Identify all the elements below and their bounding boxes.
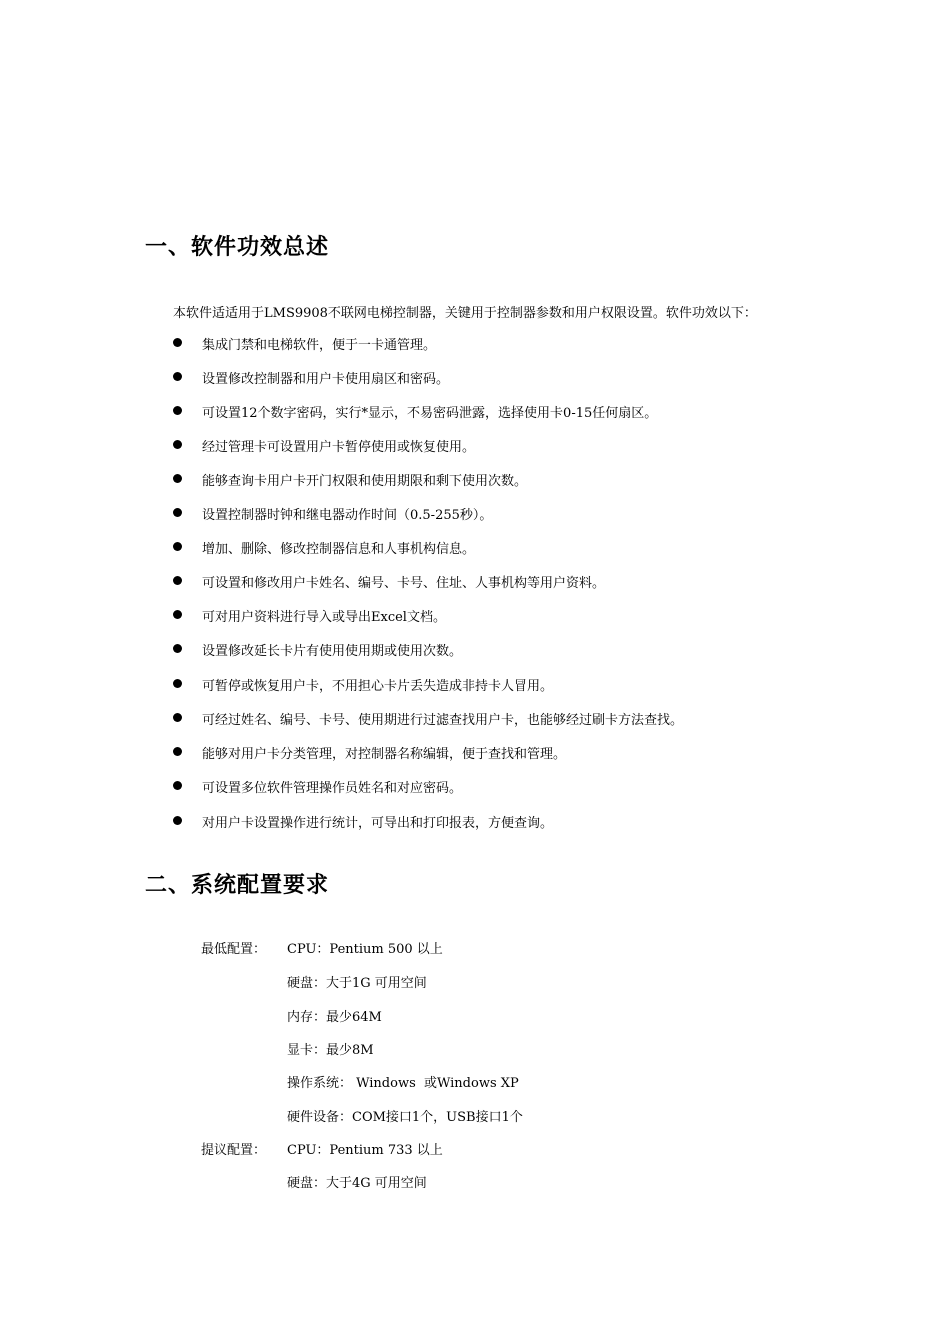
intro-paragraph: 本软件适适用于LMS9908不联网电梯控制器，关键用于控制器参数和用户权限设置。软件功效以下：	[173, 306, 757, 321]
list-item-text: 能够对用户卡分类管理，对控制器名称编辑，便于查找和管理。	[202, 747, 567, 762]
list-item-text: 能够查询卡用户卡开门权限和使用期限和剩下使用次数。	[202, 474, 528, 489]
bullet-icon	[173, 713, 182, 722]
list-item-text: 可经过姓名、编号、卡号、使用期进行过滤查找用户卡，也能够经过刷卡方法查找。	[202, 713, 684, 728]
bullet-icon	[173, 816, 182, 825]
config-item: 内存：最少64M	[287, 1010, 382, 1025]
config-item: 硬盘：大于4G 可用空间	[287, 1176, 427, 1191]
config-item: CPU：Pentium 733 以上	[287, 1143, 443, 1158]
bullet-icon	[173, 372, 182, 381]
list-item-text: 集成门禁和电梯软件，便于一卡通管理。	[202, 338, 437, 353]
bullet-icon	[173, 679, 182, 688]
config-item: 硬件设备：COM接口1个，USB接口1个	[287, 1110, 523, 1125]
bullet-icon	[173, 406, 182, 415]
section-1-title: 一、软件功效总述	[145, 235, 330, 260]
list-item-text: 设置修改控制器和用户卡使用扇区和密码。	[202, 372, 450, 387]
bullet-icon	[173, 338, 182, 347]
config-item: 显卡：最少8M	[287, 1043, 374, 1058]
list-item-text: 可设置12个数字密码，实行*显示，不易密码泄露，选择使用卡0-15任何扇区。	[202, 406, 658, 421]
list-item-text: 设置修改延长卡片有使用使用期或使用次数。	[202, 644, 463, 659]
bullet-icon	[173, 610, 182, 619]
bullet-icon	[173, 747, 182, 756]
config-item: 硬盘：大于1G 可用空间	[287, 976, 427, 991]
bullet-icon	[173, 781, 182, 790]
config-item: 操作系统： Windows 或Windows XP	[287, 1076, 519, 1091]
list-item-text: 对用户卡设置操作进行统计，可导出和打印报表，方便查询。	[202, 816, 554, 831]
bullet-icon	[173, 542, 182, 551]
bullet-icon	[173, 440, 182, 449]
recommended-config-label: 提议配置：	[201, 1143, 267, 1158]
list-item-text: 设置控制器时钟和继电器动作时间（0.5-255秒）。	[202, 508, 493, 523]
section-2-title: 二、系统配置要求	[145, 873, 330, 898]
list-item-text: 可设置和修改用户卡姓名、编号、卡号、住址、人事机构等用户资料。	[202, 576, 606, 591]
list-item-text: 可暂停或恢复用户卡，不用担心卡片丢失造成非持卡人冒用。	[202, 679, 554, 694]
list-item-text: 增加、删除、修改控制器信息和人事机构信息。	[202, 542, 476, 557]
bullet-icon	[173, 474, 182, 483]
config-item: CPU：Pentium 500 以上	[287, 942, 443, 957]
list-item-text: 可设置多位软件管理操作员姓名和对应密码。	[202, 781, 463, 796]
bullet-icon	[173, 508, 182, 517]
bullet-icon	[173, 576, 182, 585]
list-item-text: 可对用户资料进行导入或导出Excel文档。	[202, 610, 446, 625]
bullet-icon	[173, 644, 182, 653]
min-config-label: 最低配置：	[201, 942, 267, 957]
list-item-text: 经过管理卡可设置用户卡暂停使用或恢复使用。	[202, 440, 476, 455]
